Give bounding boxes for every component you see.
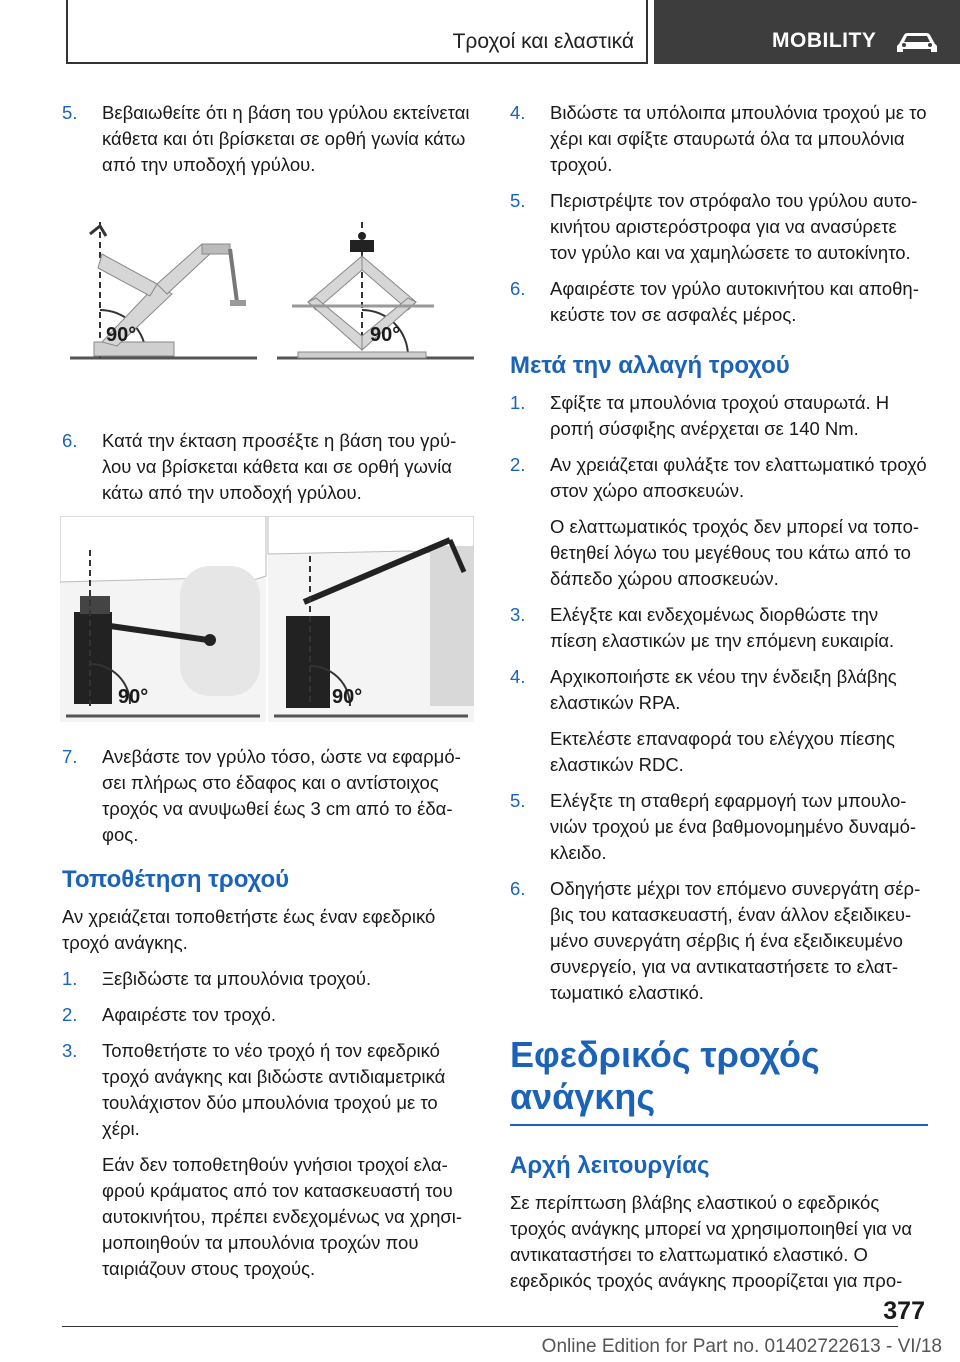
- scissor-jack-illustration: [62, 214, 476, 384]
- category-label: MOBILITY: [772, 29, 877, 52]
- lower-step-5: [510, 188, 928, 266]
- step-text: Ελέγξτε και ενδεχομένως διορθώστε την πίεση ελαστικών με την επόμενη ευκαιρία.: [550, 604, 895, 651]
- angle-label-right: 90°: [332, 686, 363, 708]
- page-header: [0, 0, 960, 66]
- step-number: 2.: [62, 1004, 78, 1025]
- mount-step-2: [62, 1002, 476, 1028]
- car-icon: [895, 31, 939, 55]
- step-number: 1.: [62, 968, 78, 989]
- section-heading-principle: Αρχή λειτουργίας: [510, 1152, 710, 1179]
- step-number: 5.: [510, 790, 526, 811]
- step-note: Ο ελαττωματικός τροχός δεν μπορεί να τοποθετηθεί λόγω του μεγέθους του κάτω από το δάπεδο χώρου αποσκευών.: [550, 516, 920, 589]
- mount-step-3: [62, 1038, 476, 1282]
- step-number: 4.: [510, 666, 526, 687]
- lower-step-6: [510, 276, 928, 328]
- after-step-6: [510, 876, 928, 1006]
- step-text: Αφαιρέστε τον τροχό.: [102, 1004, 277, 1025]
- footer-edition: Online Edition for Part no. 01402722613 - VI/18: [541, 1336, 942, 1357]
- lower-step-4: [510, 100, 928, 178]
- step-text: Αφαιρέστε τον γρύλο αυτοκινήτου και αποθηκεύστε τον σε ασφαλές μέρος.: [550, 278, 919, 325]
- angle-label-left: 90°: [106, 324, 137, 346]
- step-text: Ανεβάστε τον γρύλο τόσο, ώστε να εφαρμόσει πλήρως στο έδαφος και ο αντίστοιχος τροχός να ανυψωθεί έως 3 cm από το έδαφος.: [102, 746, 461, 845]
- step-text: Ξεβιδώστε τα μπουλόνια τροχού.: [102, 968, 372, 989]
- jack-vehicle-figure: [60, 516, 476, 722]
- step-number: 7.: [62, 746, 78, 767]
- step-text: Βεβαιωθείτε ότι η βάση του γρύλου εκτείνεται κάθετα και ότι βρίσκεται σε ορθή γωνία κάτω από την υποδοχή γρύλου.: [102, 102, 470, 175]
- step-note: Εάν δεν τοποθετηθούν γνήσιοι τροχοί ελαφρού κράματος από τον κατασκευαστή του αυτοκινήτου, πρέπει ενδεχομένως να χρησιμοποιηθούν τα μπουλόνια τροχών που ταιριάζουν στους τροχούς.: [102, 1154, 463, 1279]
- after-step-2: [510, 452, 928, 592]
- after-step-5: [510, 788, 928, 866]
- body-text: Σε περίπτωση βλάβης ελαστικού ο εφεδρικός τροχός ανάγκης μπορεί να χρησιμοποιηθεί για να αντικαταστήσει το ελαττωματικό ελαστικό. Ο εφεδρικός τροχός ανάγκης προορίζεται για προ-: [510, 1192, 913, 1291]
- category-tab: [654, 0, 960, 64]
- intro-text: Αν χρειάζεται τοποθετήστε έως έναν εφεδρικό τροχό ανάγκης.: [62, 906, 436, 953]
- after-step-4: [510, 664, 928, 778]
- step-5: [62, 100, 476, 178]
- step-text: Τοποθετήστε το νέο τροχό ή τον εφεδρικό τροχό ανάγκης και βιδώστε αντιδιαμετρικά τουλάχιστον δύο μπουλόνια τροχού με το χέρι.: [102, 1040, 446, 1139]
- step-text: Βιδώστε τα υπόλοιπα μπουλόνια τροχού με το χέρι και σφίξτε σταυρωτά όλα τα μπουλόνια τροχού.: [550, 102, 927, 175]
- section-heading-after-change: Μετά την αλλαγή τροχού: [510, 352, 790, 379]
- step-number: 5.: [62, 102, 78, 123]
- step-number: 6.: [510, 878, 526, 899]
- chapter-heading-spare-wheel: Εφεδρικός τροχός ανάγκης: [510, 1034, 928, 1126]
- section-tab: [66, 0, 648, 64]
- step-number: 6.: [62, 430, 78, 451]
- mount-step-1: [62, 966, 476, 992]
- step-note: Εκτελέστε επαναφορά του ελέγχου πίεσης ελαστικών RDC.: [550, 728, 895, 775]
- step-text: Σφίξτε τα μπουλόνια τροχού σταυρωτά. Η ροπή σύσφιξης ανέρχεται σε 140 Nm.: [550, 392, 890, 439]
- step-text: Ελέγξτε τη σταθερή εφαρμογή των μπουλονιών τροχού με ένα βαθμονομημένο δυναμόκλειδο.: [550, 790, 917, 863]
- step-6: [62, 428, 476, 506]
- footer-divider: [62, 1326, 898, 1327]
- jack-base-figure: [62, 214, 476, 414]
- step-text: Οδηγήστε μέχρι τον επόμενο συνεργάτη σέρβις του κατασκευαστή, έναν άλλον εξειδικευμένο συνεργάτη σέρβις ή ένα εξειδικευμένο συνεργείο, για να αντικαταστήσετε το ελαττωματικό ελαστικό.: [550, 878, 921, 1003]
- step-number: 1.: [510, 392, 526, 413]
- after-step-1: [510, 390, 928, 442]
- section-heading-wheel-mounting: Τοποθέτηση τροχού: [62, 866, 290, 893]
- angle-label-right: 90°: [370, 324, 401, 346]
- step-number: 5.: [510, 190, 526, 211]
- angle-label-left: 90°: [118, 686, 149, 708]
- step-text: Περιστρέψτε τον στρόφαλο του γρύλου αυτοκινήτου αριστερόστροφα για να ανασύρετε τον γρύλο και να χαμηλώσετε το αυτοκίνητο.: [550, 190, 918, 263]
- after-step-3: [510, 602, 928, 654]
- page-number: 377: [883, 1297, 925, 1325]
- right-column: [510, 100, 928, 1304]
- left-column: [62, 100, 476, 1292]
- step-text: Αρχικοποιήστε εκ νέου την ένδειξη βλάβης ελαστικών RPA.: [550, 666, 897, 713]
- step-text: Κατά την έκταση προσέξτε η βάση του γρύλου να βρίσκεται κάθετα και σε ορθή γωνία κάτω από την υποδοχή γρύλου.: [102, 430, 457, 503]
- step-text: Αν χρειάζεται φυλάξτε τον ελαττωματικό τροχό στον χώρο αποσκευών.: [550, 454, 927, 501]
- step-number: 3.: [62, 1040, 78, 1061]
- step-number: 2.: [510, 454, 526, 475]
- step-number: 4.: [510, 102, 526, 123]
- step-number: 3.: [510, 604, 526, 625]
- step-number: 6.: [510, 278, 526, 299]
- section-title: Τροχοί και ελαστικά: [452, 30, 634, 53]
- step-7: [62, 744, 476, 848]
